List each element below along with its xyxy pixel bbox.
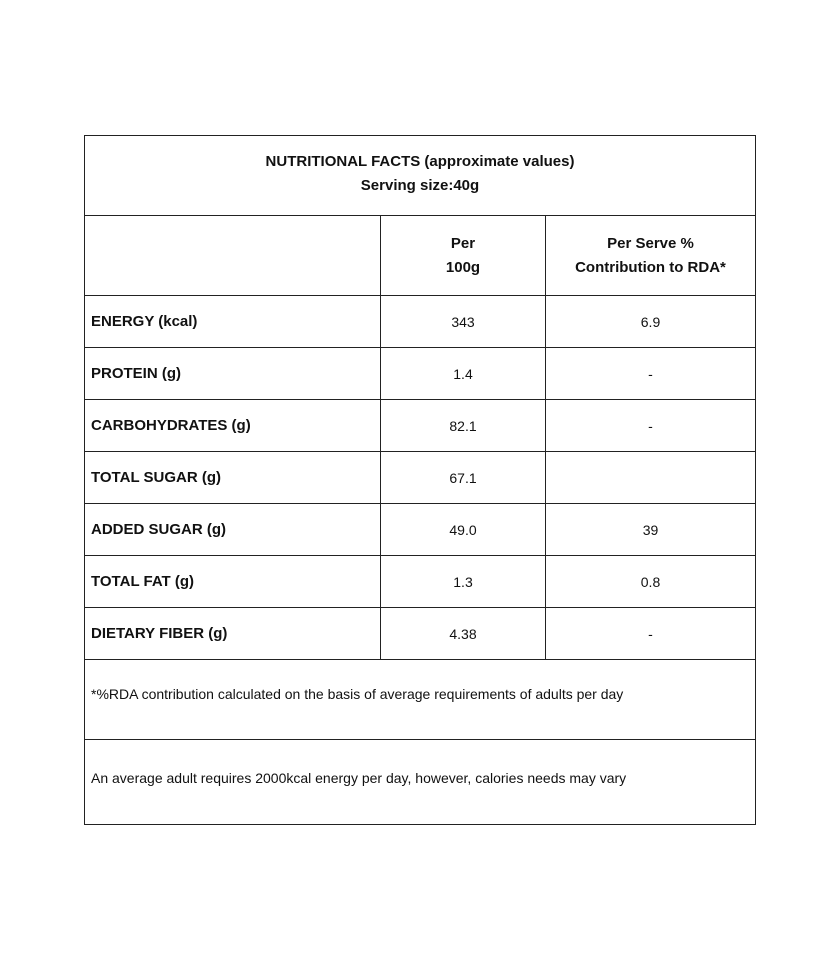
rda-value: 39	[642, 521, 659, 538]
per-100g-value: 49.0	[381, 504, 546, 555]
header-per-100g-line2: 100g	[445, 258, 481, 276]
nutrient-name: PROTEIN (g)	[85, 348, 381, 399]
nutrient-name: CARBOHYDRATES (g)	[85, 400, 381, 451]
table-row	[85, 452, 755, 504]
header-rda	[546, 216, 755, 295]
header-per-100g	[381, 216, 546, 295]
header-per-100g-line1: Per	[450, 234, 476, 252]
energy-footnote: An average adult requires 2000kcal energy per day, however, calories needs may vary	[91, 770, 627, 786]
table-row	[85, 348, 755, 400]
nutrient-name: TOTAL FAT (g)	[85, 556, 381, 607]
rda-value: 0.8	[640, 573, 661, 590]
rda-footnote: *%RDA contribution calculated on the basis of average requirements of adults per day	[85, 660, 755, 740]
table-row	[85, 296, 755, 348]
nutrient-name: DIETARY FIBER (g)	[85, 608, 381, 659]
per-100g-value: 67.1	[381, 452, 546, 503]
per-100g-value: 4.38	[381, 608, 546, 659]
table-row	[85, 556, 755, 608]
table-row	[85, 400, 755, 452]
rda-value: 6.9	[640, 313, 661, 330]
header-rda-line2: Contribution to RDA*	[575, 258, 726, 276]
nutrition-facts-table	[84, 135, 756, 825]
nutrient-grid	[85, 216, 755, 824]
rda-value: -	[648, 625, 653, 642]
per-100g-value: 1.4	[381, 348, 546, 399]
per-100g-value: 82.1	[381, 400, 546, 451]
per-100g-value: 1.3	[381, 556, 546, 607]
nutrient-name: ENERGY (kcal)	[85, 296, 381, 347]
table-row	[85, 504, 755, 556]
rda-value: -	[648, 365, 653, 382]
nutrient-name: TOTAL SUGAR (g)	[85, 452, 381, 503]
table-row	[85, 608, 755, 660]
rda-value	[546, 452, 755, 503]
header-rda-line1: Per Serve %	[607, 234, 694, 252]
column-header-row	[85, 216, 755, 296]
serving-size: Serving size:40g	[360, 177, 480, 194]
header-nutrient	[85, 216, 381, 295]
title-main: NUTRITIONAL FACTS (approximate values)	[265, 153, 575, 170]
table-title	[85, 136, 755, 216]
nutrient-name: ADDED SUGAR (g)	[85, 504, 381, 555]
rda-value: -	[648, 417, 653, 434]
per-100g-value: 343	[381, 296, 546, 347]
